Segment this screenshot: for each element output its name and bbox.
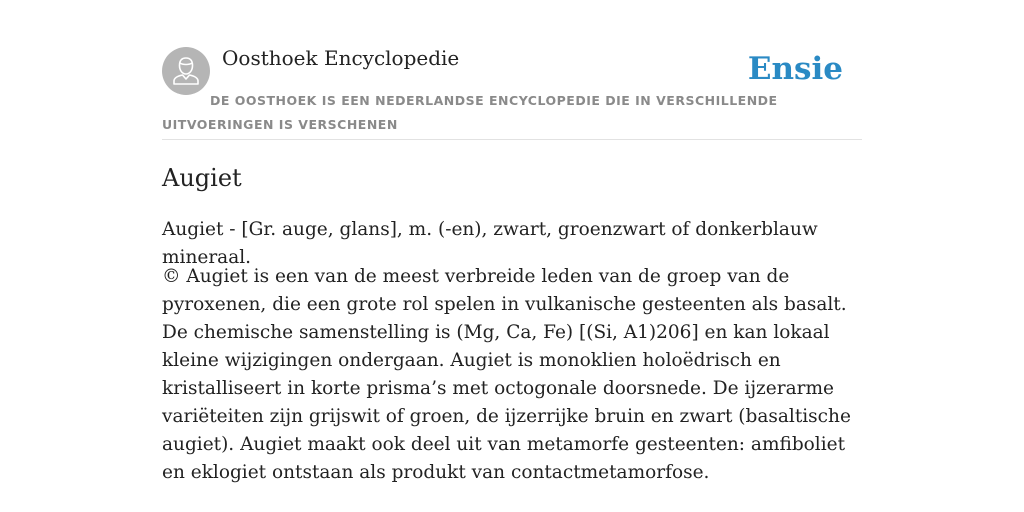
- article-paragraph: © Augiet is een van de meest verbreide leden van de groep van de pyroxenen, die een grote rol spelen in vulkanische gesteenten als basalt. De chemische samenstelling is (Mg, Ca, Fe) [(Si, A1)206] en kan lokaal kleine wijzigingen ondergaan. Augiet is monoklien holoëdrisch en kristalliseert in korte prisma’s met octogonale doorsnede. De ijzerarme variëteiten zijn grijswit of groen, de ijzerrijke bruin en zwart (basaltische augiet). Augiet maakt ook deel uit van metamorfe gesteenten: amfiboliet en eklogiet ontstaan als produkt van contactmetamorfose.: [162, 266, 851, 483]
- user-icon: [171, 55, 201, 87]
- article-title: Augiet: [162, 164, 242, 192]
- site-header: [162, 0, 862, 140]
- ensie-logo-link[interactable]: Ensie: [747, 51, 843, 87]
- page-container: [162, 0, 862, 483]
- source-avatar[interactable]: [162, 47, 210, 95]
- article-definition: Augiet - [Gr. auge, glans], m. (-en), zwart, groenzwart of donkerblauw mineraal.: [162, 219, 818, 268]
- source-tagline: DE OOSTHOEK IS EEN NEDERLANDSE ENCYCLOPEDIE DIE IN VERSCHILLENDE UITVOERINGEN IS VERSCHENEN: [162, 93, 778, 132]
- source-name[interactable]: Oosthoek Encyclopedie: [222, 46, 460, 70]
